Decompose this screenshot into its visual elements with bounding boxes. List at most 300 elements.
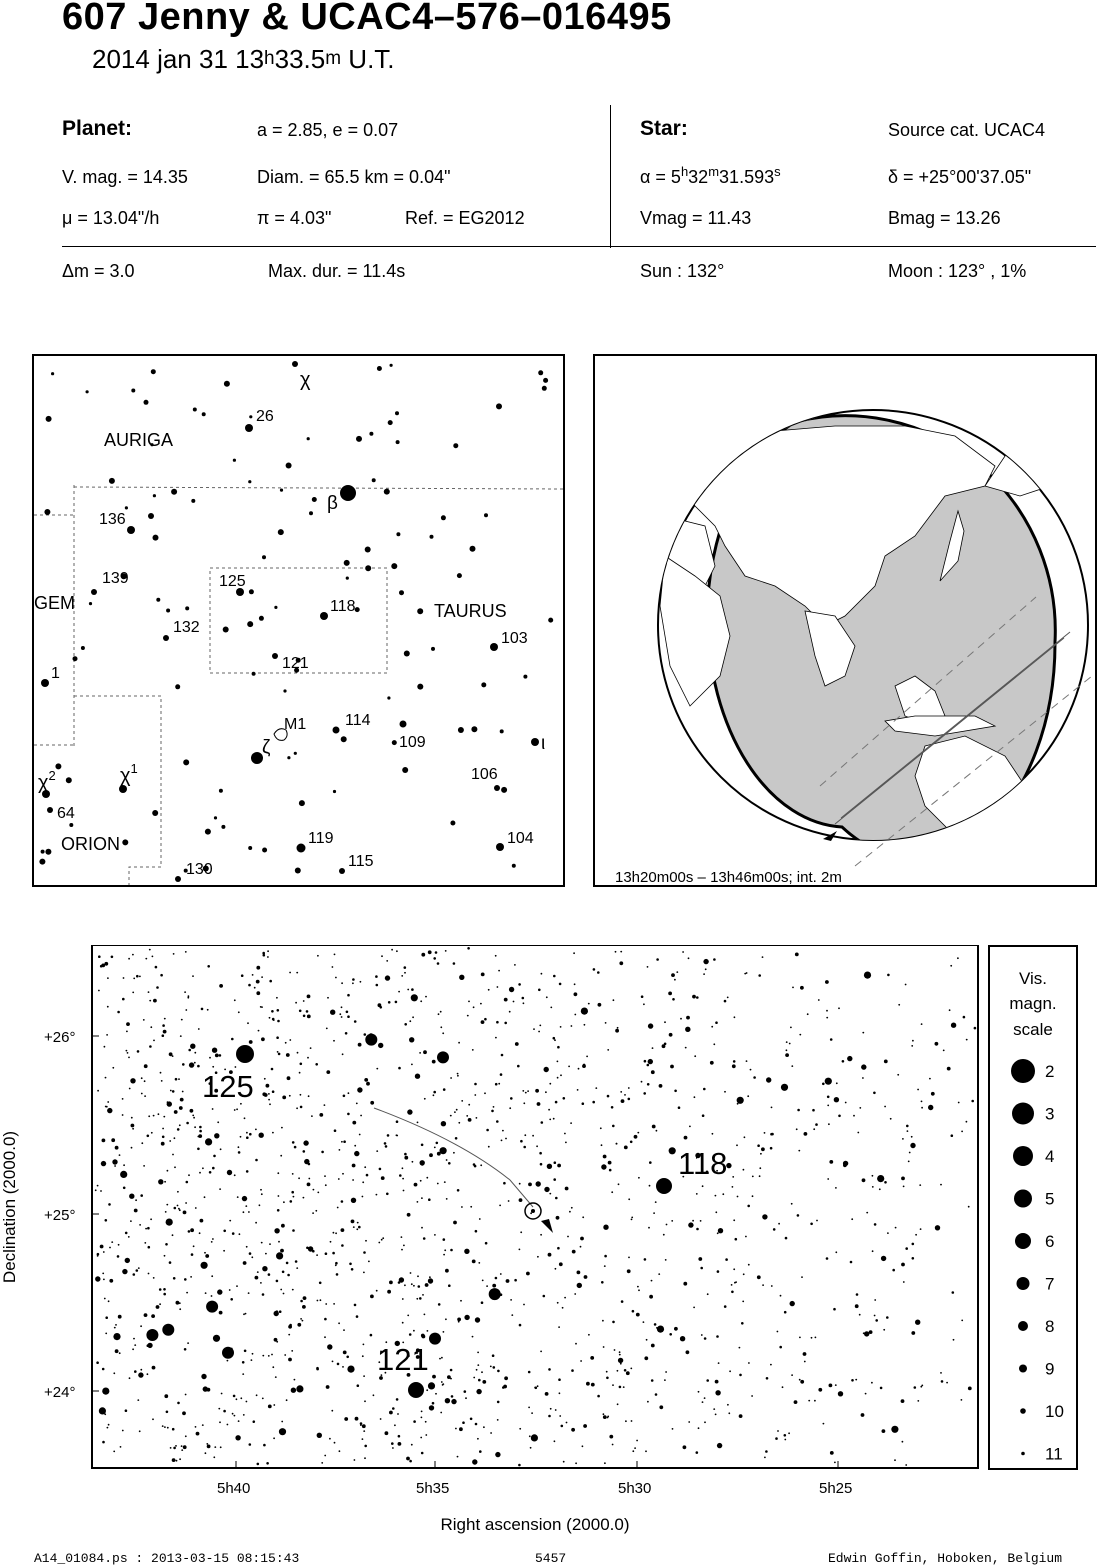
field-star-dot [856,1293,859,1296]
legend-mag-6-dot [1015,1233,1031,1249]
field-star-dot [736,1144,738,1146]
field-star-dot [385,1145,388,1148]
field-star-dot [324,1318,327,1321]
field-star-dot [300,1094,302,1096]
field-star-dot [97,1090,99,1092]
field-star-dot [283,1293,285,1295]
field-star-dot [582,1445,584,1447]
field-star-dot [728,1412,730,1414]
field-star-dot [267,956,269,958]
field-star-dot [688,1421,690,1423]
field-star-dot [872,1250,874,1252]
field-star-dot [593,968,596,971]
finder-star-dot [299,800,305,806]
field-star-dot [940,1372,942,1374]
field-star-dot [571,1369,574,1372]
field-star-dot [199,1172,201,1174]
field-star-dot [238,1011,240,1013]
field-star-dot [333,1040,335,1042]
field-star-dot [177,1205,179,1207]
field-star-dot [796,1128,798,1130]
field-star-dot [153,1040,155,1042]
finder-star-dot [247,621,253,627]
field-star-dot [104,1413,106,1415]
field-star-dot [324,1336,326,1338]
field-star-dot [957,957,959,959]
field-star-dot [324,1175,326,1177]
field-star-dot [281,1127,283,1129]
field-star-dot [132,1128,134,1130]
finder-star-dot [278,529,284,535]
field-star-dot [190,1276,192,1278]
field-star-dot [634,1447,636,1449]
field-star-dot [951,1023,956,1028]
field-star-dot [448,1162,451,1165]
field-star-dot [901,1399,905,1403]
field-star-dot [873,1092,876,1095]
field-star-dot [422,1294,424,1296]
field-star-dot [813,1128,815,1130]
field-star-dot [641,1081,643,1083]
field-star-dot [332,1361,334,1363]
field-star-dot [376,1150,378,1152]
field-star-dot [141,1077,143,1079]
finder-star-dot [125,506,128,509]
field-star-dot [476,1369,478,1371]
field-star-dot [312,1212,314,1214]
field-star-dot [411,1064,413,1066]
field-star-dot [543,1295,546,1298]
field-star-dot [724,1000,727,1003]
field-star-dot [425,1434,427,1436]
field-star-dot [256,980,260,984]
field-star-dot [433,1094,435,1096]
field-star-dot [162,1024,165,1027]
field-star-dot [418,1285,421,1288]
field-star-dot [443,1331,445,1333]
field-star-dot [413,1285,415,1287]
field-star-dot [281,1224,285,1228]
field-star-dot [104,1046,106,1048]
field-star-dot [838,1115,841,1118]
field-star-dot [689,1029,691,1031]
field-star-dot [523,1102,525,1104]
field-star-dot [268,1273,271,1276]
field-star-dot [104,962,108,966]
field-star-dot [352,1164,356,1168]
field-star-dot [362,1355,364,1357]
field-star-dot [278,1195,280,1197]
field-star-dot [455,1137,458,1140]
field-star-dot [636,1440,638,1442]
field-star-dot [187,1342,189,1344]
finder-star-dot [500,729,504,733]
field-star-dot [432,1375,436,1379]
field-star-dot [456,1109,458,1111]
footer-author: Edwin Goffin, Hoboken, Belgium [828,1551,1063,1566]
field-star-dot [262,1293,265,1296]
field-star-dot [334,1129,337,1132]
field-star-dot [491,1110,494,1113]
field-star-dot [179,1458,181,1460]
field-star-dot [172,1154,174,1156]
field-star-dot [317,1192,319,1194]
field-star-dot [713,1408,715,1410]
field-star-dot [219,1421,221,1423]
field-star-dot [853,1115,855,1117]
field-star-dot [875,1319,878,1322]
field-star-dot [235,1066,237,1068]
field-star-dot [481,1371,483,1373]
field-star-dot [862,1077,864,1079]
field-star-dot [153,1115,155,1117]
field-star-dot [647,966,649,968]
field-star-dot [538,1031,540,1033]
field-star-dot [197,1065,200,1068]
field-star-dot [175,1078,178,1081]
field-star-dot [842,1060,845,1063]
field-star-dot [248,1292,250,1294]
field-star-dot [880,1387,883,1390]
field-star-dot [727,997,729,999]
field-star-dot [698,1391,700,1393]
field-star-dot [98,990,100,992]
field-star-dot [608,1161,612,1165]
xtick-5h35: 5h35 [416,1480,450,1497]
field-star-dot [520,1140,523,1143]
legend-mag-4-label: 4 [1045,1147,1055,1166]
finder-star-dot [175,684,180,689]
field-star-dot [381,1239,383,1241]
field-star-dot [286,1399,288,1401]
field-star-dot [227,1424,229,1426]
field-star-dot [777,1430,779,1432]
finder-star-dot [153,494,156,497]
field-star-dot [273,1437,275,1439]
field-star-dot [457,1075,459,1077]
field-star-dot [115,1349,119,1353]
field-star-dot [536,1145,538,1147]
field-star-dot [833,1308,836,1311]
field-star-dot [495,955,497,957]
field-star-dot [417,1201,419,1203]
field-star-dot [346,1356,349,1359]
field-star-dot [619,1354,621,1356]
field-star-dot [234,1109,236,1111]
field-star-dot [617,1027,619,1029]
field-star-dot [126,1022,130,1026]
field-star-dot [437,962,440,965]
field-star-dot [429,1276,431,1278]
field-star-dot [554,1039,556,1041]
finder-star-dot [431,647,435,651]
field-star-dot [362,1438,364,1440]
finder-chart [32,354,565,887]
field-star-dot [857,1132,859,1134]
field-star-dot [544,1187,549,1192]
field-star-dot [249,1252,252,1255]
field-star-dot [611,1106,614,1109]
field-star-dot [917,1089,919,1091]
field-star-dot [676,971,678,973]
field-star-dot [303,1197,305,1199]
field-star-dot [603,1155,607,1159]
field-star-dot [637,1132,639,1134]
field-star-dot [911,1045,913,1047]
field-star-dot [275,1376,277,1378]
legend-mag-7-label: 7 [1045,1274,1055,1294]
field-star-dot [457,1189,460,1192]
field-star-dot [356,1315,359,1318]
field-star-dot [478,1262,480,1264]
field-star-dot [169,1140,171,1142]
field-star-dot [190,1044,195,1049]
field-star-dot [150,1026,152,1028]
finder-star-dot [496,403,502,409]
field-star-dot [332,966,334,968]
field-star-dot [432,1402,435,1405]
planet-heading: Planet: [62,117,133,140]
finder-star-dot [259,616,264,621]
field-star-dot [428,950,432,954]
field-star-dot [823,1423,825,1425]
field-star-dot [363,1272,365,1274]
field-star-dot [533,1028,535,1030]
field-star-dot [163,1030,167,1034]
field-star-dot [548,1253,552,1257]
field-star-dot [928,1105,933,1110]
field-star-dot [786,1041,788,1043]
field-star-dot [334,954,336,956]
field-star-dot [102,1273,104,1275]
field-star-dot [150,1218,152,1220]
field-star-dot [591,1383,595,1387]
field-star-dot [206,1443,208,1445]
finder-star-dot [171,489,177,495]
field-star-dot [492,1354,495,1357]
field-star-dot [903,1186,905,1188]
field-star-dot [288,1325,292,1329]
field-star-dot [971,1100,974,1103]
finder-star-dot [248,846,252,850]
field-star-dot [238,1420,240,1422]
field-star-dot [562,1307,564,1309]
field-star-dot [339,1149,341,1151]
field-star-dot [403,1245,405,1247]
field-star-dot [123,1164,125,1166]
field-star-dot [184,1348,187,1351]
field-star-dot [285,1042,287,1044]
field-star-dot [484,1018,487,1021]
field-star-dot [643,1092,646,1095]
field-star-dot [583,1424,587,1428]
field-star-dot [165,1211,167,1213]
field-star-dot [212,1108,214,1110]
field-star-dot [866,1212,868,1214]
field-star-dot [343,1140,346,1143]
field-star-dot [249,1443,252,1446]
label-103: 103 [501,630,528,647]
field-star-dot [517,1065,520,1068]
field-star-dot [311,1115,313,1117]
field-star-dot [293,1196,295,1198]
field-star-dot [141,1093,143,1095]
field-star-dot [454,1111,456,1113]
field-star-dot [827,1178,829,1180]
finder-star-dot [365,565,371,571]
field-star-dot [223,1230,226,1233]
star-right-ascension: $\alpha = 5^h32^m31.593^s$ [640,164,781,187]
field-star-dot [180,1098,184,1102]
field-star-dot [148,1115,150,1117]
field-star-dot [277,1209,280,1212]
field-star-dot [961,1131,963,1133]
field-star-dot [641,995,644,998]
field-star-dot [766,1377,769,1380]
field-star-dot [354,1304,357,1307]
field-star-dot [303,1140,308,1145]
field-star-dot [966,1039,968,1041]
finder-star-dot [122,839,128,845]
label-64: 64 [57,805,75,822]
field-star-dot [872,1186,874,1188]
field-star-dot [704,1421,706,1423]
field-star-dot [378,1043,383,1048]
field-star-dot [337,1363,340,1366]
field-star-dot [724,1091,726,1093]
field-star-dot [943,1050,945,1052]
field-star-dot [434,1234,436,1236]
legend-mag-5-label: 5 [1045,1189,1055,1209]
field-star-dot [248,1211,250,1213]
field-star-dot [732,1064,736,1068]
field-star-dot [214,1446,216,1448]
field-star-dot [794,1400,798,1404]
planet-orbit: a = 2.85, e = 0.07 [257,120,399,140]
field-star-dot [362,1196,364,1198]
finder-named-star-dot [297,844,306,853]
field-star-dot [290,1200,293,1203]
field-star-dot [286,1262,289,1265]
field-star-dot [818,1388,822,1392]
field-star-dot [278,1241,280,1243]
field-star-dot [451,1399,456,1404]
field-star-dot [201,1374,206,1379]
field-star-dot [827,1096,830,1099]
field-star-dot [402,1322,404,1324]
field-star-dot [503,1385,507,1389]
field-star-dot [472,1459,477,1464]
field-star-dot [407,1109,412,1114]
field-star-dot [451,1395,454,1398]
field-star-dot [557,1061,559,1063]
field-star-dot [479,1450,482,1453]
field-star-dot [483,1426,485,1428]
field-star-dot [118,1244,120,1246]
field-star-dot [669,1147,676,1154]
field-star-dot [816,1220,818,1222]
field-star-dot [317,1433,322,1438]
field-star-dot [666,1224,668,1226]
field-star-dot [103,1279,105,1281]
field-star-dot [865,1393,867,1395]
field-star-dot [173,1277,176,1280]
field-star-dot [732,1176,734,1178]
planet-vmag: V. mag. = 14.35 [62,167,188,187]
field-star-dot [261,976,263,978]
label-115: 115 [348,853,374,870]
field-star-dot [119,1154,121,1156]
field-star-dot [545,1091,547,1093]
field-star-dot [269,980,272,983]
xtick-5h25: 5h25 [819,1480,853,1497]
field-star-dot [186,1181,189,1184]
field-star-dot [211,1295,213,1297]
field-star-dot [644,1258,647,1261]
field-star-dot [212,1066,214,1068]
field-star-dot [617,1403,619,1405]
detail-chart [0,945,1099,1535]
field-star-dot [373,1394,375,1396]
field-star-dot [289,972,291,974]
field-star-dot [624,1094,626,1096]
field-star-dot [742,1301,744,1303]
field-star-dot [113,1451,115,1453]
field-star-dot [209,1057,211,1059]
field-star-dot [296,1267,298,1269]
finder-named-star-dot [148,513,154,519]
field-star-dot [102,1368,105,1371]
field-star-dot [707,1293,709,1295]
field-star-dot [147,1343,152,1348]
field-star-dot [399,1277,404,1282]
field-star-dot [901,1263,905,1267]
field-star-dot [319,1282,322,1285]
label-chi: χ [300,369,311,391]
label-114: 114 [345,712,371,729]
field-star-dot [497,1419,499,1421]
field-star-dot [510,1097,513,1100]
field-star-dot [564,1297,566,1299]
field-star-dot [404,1284,406,1286]
field-star-dot [845,1102,847,1104]
field-star-dot [412,1016,414,1018]
field-star-dot [460,1300,462,1302]
field-star-dot [205,1254,209,1258]
field-star-dot [243,1261,247,1265]
field-star-dot [528,1371,531,1374]
field-star-dot [238,1146,240,1148]
field-star-dot [164,1255,166,1257]
field-star-dot [123,977,125,979]
field-star-dot [178,1078,180,1080]
field-star-dot [125,1232,128,1235]
field-star-dot [798,1150,800,1152]
field-star-dot [163,1293,166,1296]
field-star-dot [531,1434,538,1441]
field-star-dot [529,1435,531,1437]
field-star-dot [385,975,390,980]
field-star-dot [779,1346,782,1349]
field-star-dot [229,1289,231,1291]
field-star-dot [336,1273,339,1276]
field-star-dot [152,1418,154,1420]
finder-star-dot [252,672,256,676]
field-star-dot [784,1311,787,1314]
field-star-dot [702,1401,704,1403]
field-star-dot [830,1451,834,1455]
field-star-dot [414,1183,418,1187]
